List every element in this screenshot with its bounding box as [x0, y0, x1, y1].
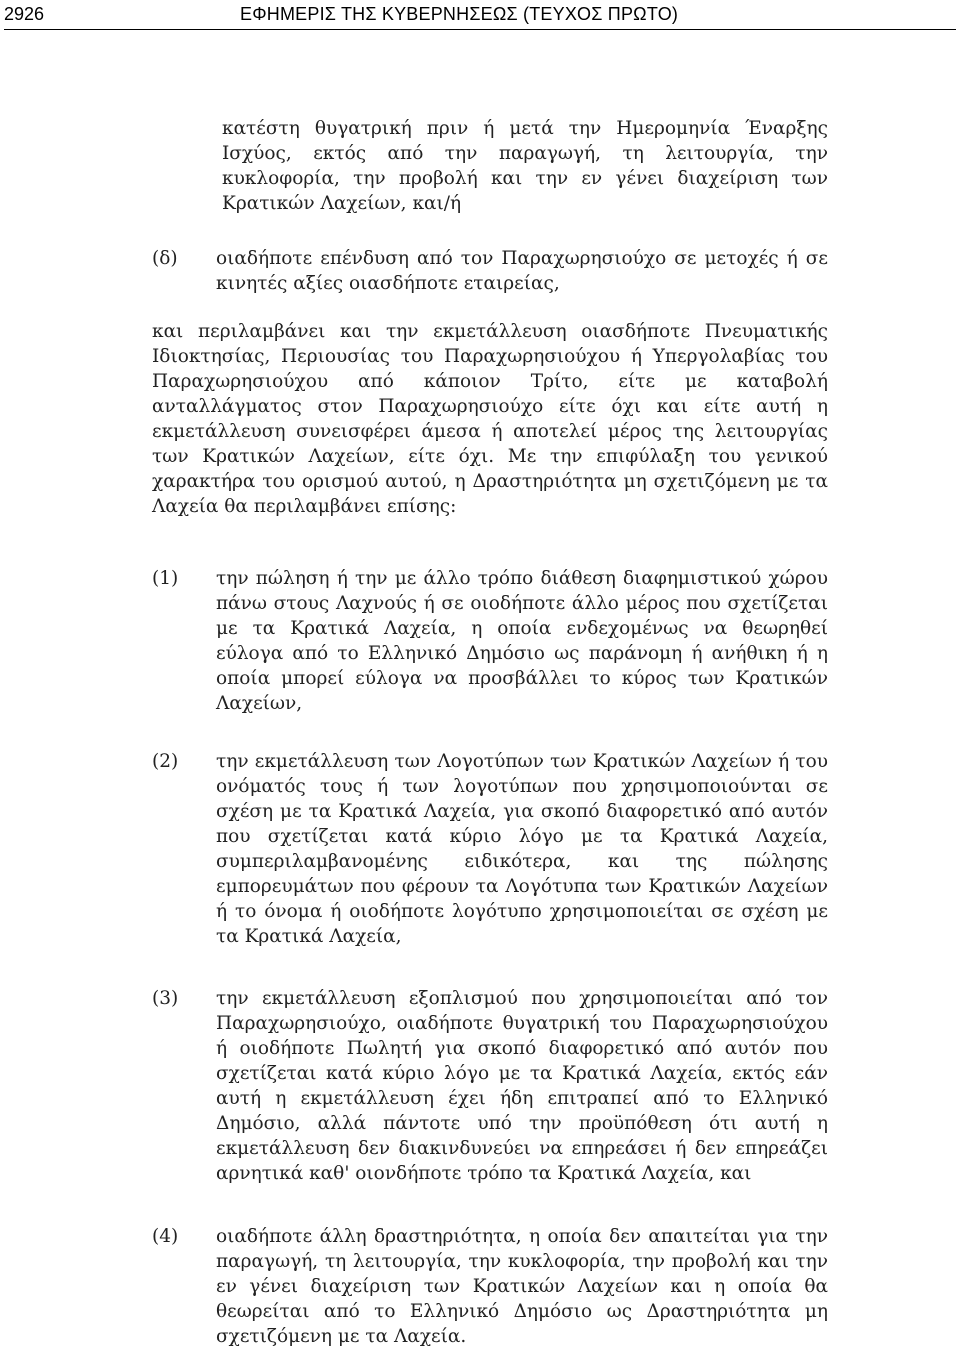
item-text: οιαδήποτε επένδυση από τον Παραχωρησιούχο σε μετοχές ή σε κινητές αξίες οιασδήποτε εταιρείας,: [216, 248, 828, 294]
main-paragraph: και περιλαμβάνει και την εκμετάλλευση οιασδήποτε Πνευματικής Ιδιοκτησίας, Περιουσίας του Παραχωρησιούχου ή Υπεργολαβίας του Παραχωρησιούχου από κάποιον Τρίτο, είτε με καταβολή ανταλλάγματος στον Παραχωρησιούχο είτε όχι και είτε αυτή η εκμετάλλευση συνεισφέρει άμεσα ή αποτελεί μέρος της λειτουργίας των Κρατικών Λαχείων, είτε όχι. Με την επιφύλαξη του γενικού χαρακτήρα του ορισμού αυτού, η Δραστηριότητα μη σχετιζόμενη με τα Λαχεία θα περιλαμβάνει επίσης:: [152, 321, 828, 517]
header-rule: [4, 29, 956, 30]
item-label: (4): [152, 1226, 179, 1247]
item-label: (δ): [152, 248, 178, 269]
item-label: (1): [152, 568, 179, 589]
item-text: την πώληση ή την με άλλο τρόπο διάθεση διαφημιστικού χώρου πάνω στους Λαχνούς ή σε οιοδήποτε άλλο μέρος που σχετίζεται με τα Κρατικά Λαχεία, η οποία ενδεχομένως να θεωρηθεί εύλογα από το Ελληνικό Δημόσιο ως παράνομη ή ανήθικη ή η οποία μπορεί εύλογα να προσβάλλει το κύρος των Κρατικών Λαχείων,: [216, 568, 828, 714]
item-label: (3): [152, 988, 179, 1009]
item-text: οιαδήποτε άλλη δραστηριότητα, η οποία δεν απαιτείται για την παραγωγή, τη λειτουργία, την κυκλοφορία, την προβολή και την εν γένει διαχείριση των Κρατικών Λαχείων και η οποία θα θεωρείται από το Ελληνικό Δημόσιο ως Δραστηριότητα μη σχετιζόμενη με τα Λαχεία.: [216, 1226, 828, 1347]
item-text: την εκμετάλλευση των Λογοτύπων των Κρατικών Λαχείων ή του ονόματός τους ή των λογοτύπων που χρησιμοποιούνται σε σχέση με τα Κρατικά Λαχεία, για σκοπό διαφορετικό από αυτόν που σχετίζεται κατά κύριο λόγο με τα Κρατικά Λαχεία, συμπεριλαμβανομένης ειδικότερα, και της πώλησης εμπορευμάτων που φέρουν τα Λογότυπα των Κρατικών Λαχείων ή το όνομα ή οιοδήποτε λογότυπο χρησιμοποιείται σε σχέση με τα Κρατικά Λαχεία,: [216, 751, 828, 947]
journal-title: ΕΦΗΜΕΡΙΣ ΤΗΣ ΚΥΒΕΡΝΗΣΕΩΣ (ΤΕΥΧΟΣ ΠΡΩΤΟ): [240, 4, 679, 24]
page-number: 2926: [4, 4, 45, 24]
item-text: την εκμετάλλευση εξοπλισμού που χρησιμοποιείται από τον Παραχωρησιούχο, οιαδήποτε θυγατρική του Παραχωρησιούχου ή οιοδήποτε Πωλητή για σκοπό διαφορετικό από αυτόν που σχετίζεται κατά κύριο λόγο με τα Κρατικά Λαχεία, εκτός εάν αυτή η εκμετάλλευση έχει ήδη επιτραπεί από το Ελληνικό Δημόσιο, αλλά πάντοτε υπό την προϋπόθεση ότι αυτή η εκμετάλλευση δεν διακινδυνεύει να επηρεάσει ή δεν επηρεάζει αρνητικά καθ' οιονδήποτε τρόπο τα Κρατικά Λαχεία, και: [216, 988, 828, 1184]
page-header: [0, 0, 960, 34]
scanned-page-body: [0, 34, 960, 1365]
intro-paragraph: κατέστη θυγατρική πριν ή μετά την Ημερομηνία Έναρξης Ισχύος, εκτός από την παραγωγή, τη λειτουργία, την κυκλοφορία, την προβολή και την εν γένει διαχείριση των Κρατικών Λαχείων, και/ή: [222, 118, 828, 214]
item-label: (2): [152, 751, 179, 772]
